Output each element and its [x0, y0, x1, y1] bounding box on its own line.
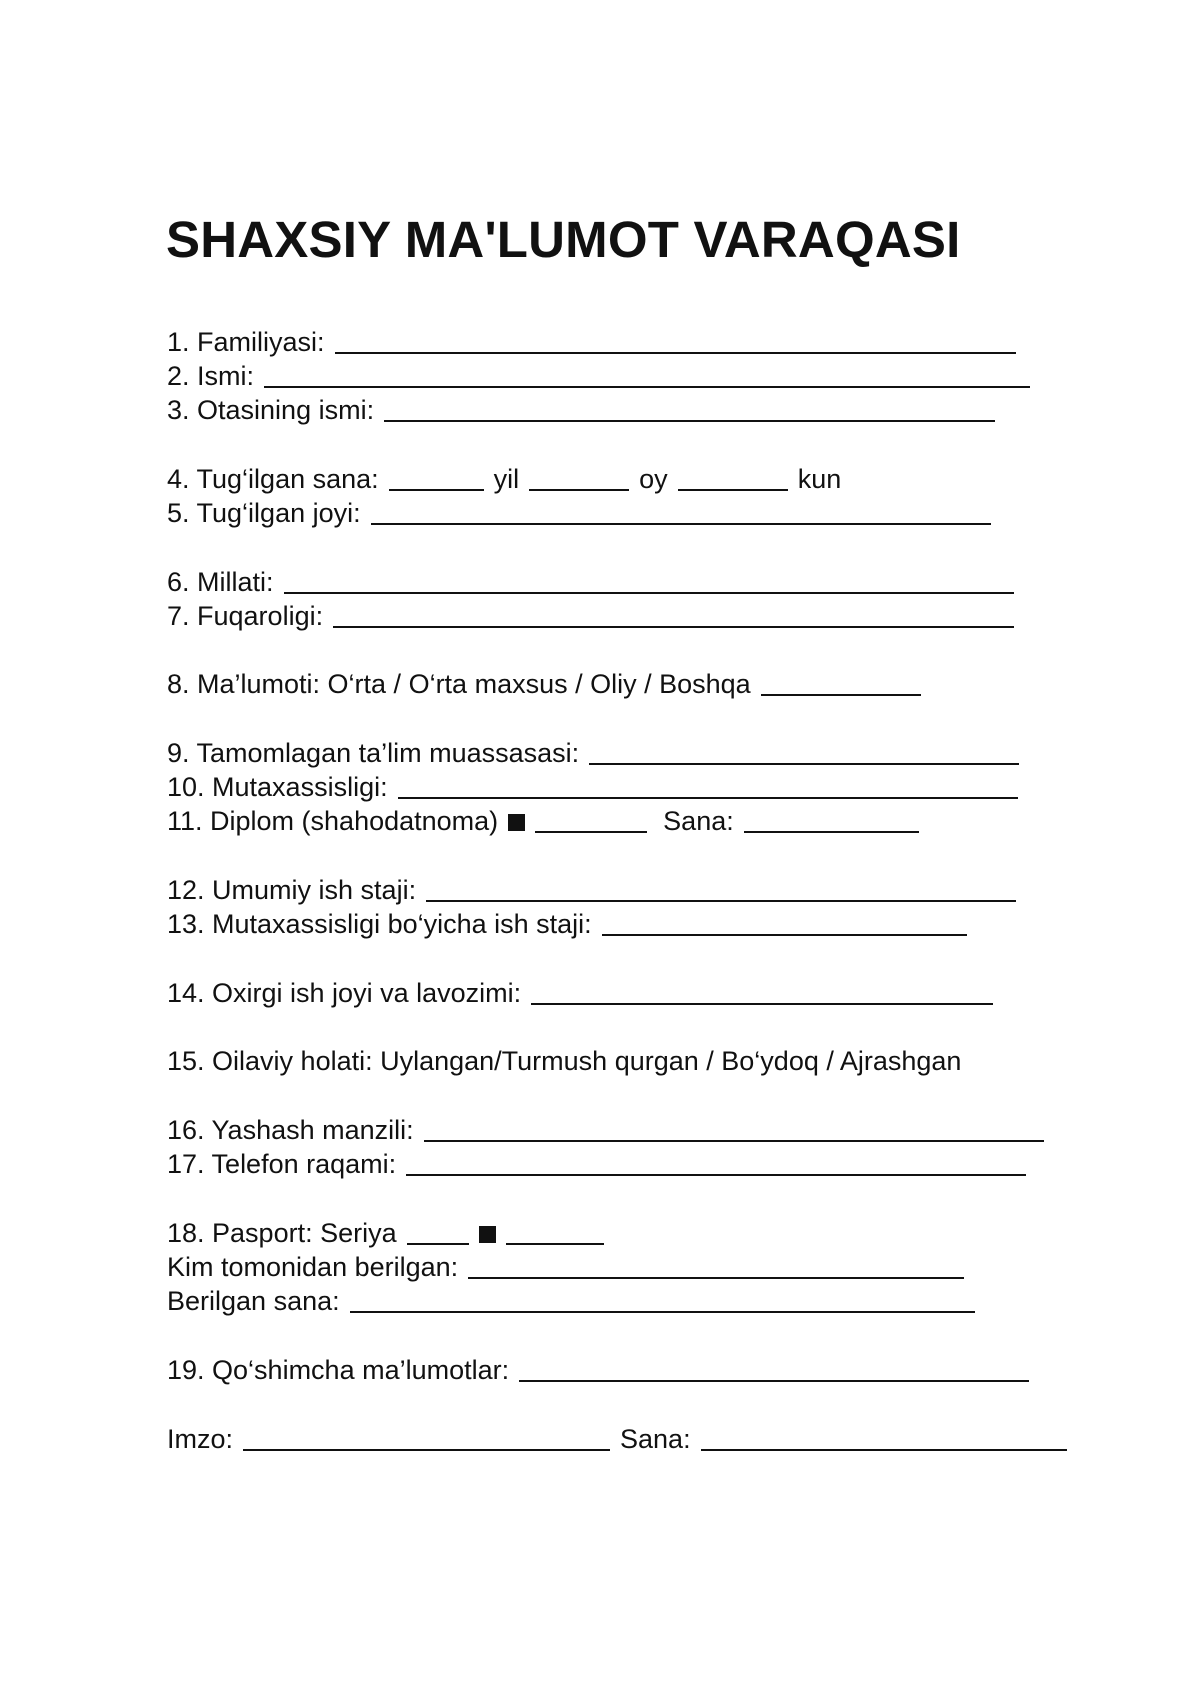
number-sign-icon — [508, 814, 525, 831]
diplom-sana-label: Sana: — [663, 806, 734, 836]
field-label: Berilgan sana: — [167, 1286, 340, 1316]
yashash-manzili-blank[interactable] — [424, 1114, 1044, 1142]
field-label: 17. Telefon raqami: — [167, 1149, 397, 1179]
otasining-ismi-blank[interactable] — [384, 394, 995, 422]
field-label: 4. Tug‘ilgan sana: — [167, 464, 379, 494]
field-mutaxassislik-ish-staji — [167, 904, 967, 940]
field-label: 3. Otasining ismi: — [167, 395, 375, 425]
mutaxassislik-ish-staji-blank[interactable] — [602, 908, 967, 936]
field-familiyasi — [167, 322, 1016, 358]
oxirgi-ish-joyi-blank[interactable] — [531, 977, 993, 1005]
field-millati — [167, 562, 1014, 598]
field-label: 8. Ma’lumoti: O‘rta / O‘rta maxsus / Oliy / Boshqa — [167, 669, 751, 699]
field-label: 15. Oilaviy holati: Uylangan/Turmush qurgan / Bo‘ydoq / Ajrashgan — [167, 1046, 962, 1076]
pasport-seriya-blank[interactable] — [407, 1217, 469, 1245]
field-label: 19. Qo‘shimcha ma’lumotlar: — [167, 1355, 510, 1385]
fuqaroligi-blank[interactable] — [333, 600, 1014, 628]
field-umumiy-ish-staji — [167, 870, 1016, 906]
number-sign-icon — [479, 1226, 496, 1243]
field-imzo — [167, 1419, 1067, 1455]
field-mutaxassisligi — [167, 767, 1018, 803]
field-label: 5. Tug‘ilgan joyi: — [167, 498, 361, 528]
telefon-raqami-blank[interactable] — [406, 1148, 1026, 1176]
field-oxirgi-ish-joyi — [167, 973, 993, 1009]
field-talim-muassasasi — [167, 733, 1019, 769]
talim-muassasasi-blank[interactable] — [589, 737, 1019, 765]
field-malumoti — [167, 664, 921, 700]
boshqa-blank[interactable] — [761, 668, 921, 696]
field-label: 12. Umumiy ish staji: — [167, 875, 417, 905]
yil-label: yil — [493, 464, 520, 494]
umumiy-ish-staji-blank[interactable] — [426, 874, 1016, 902]
field-pasport — [167, 1213, 604, 1249]
kun-label: kun — [797, 464, 842, 494]
millati-blank[interactable] — [284, 566, 1014, 594]
ismi-blank[interactable] — [264, 360, 1030, 388]
familiyasi-blank[interactable] — [335, 326, 1016, 354]
kim-tomonidan-blank[interactable] — [468, 1251, 964, 1279]
field-label: 13. Mutaxassisligi bo‘yicha ish staji: — [167, 909, 592, 939]
field-diplom — [167, 801, 919, 837]
berilgan-sana-blank[interactable] — [350, 1285, 975, 1313]
imzo-label: Imzo: — [167, 1424, 234, 1454]
page-title: SHAXSIY MA'LUMOT VARAQASI — [166, 211, 961, 268]
imzo-sana-label: Sana: — [620, 1424, 691, 1454]
field-telefon-raqami — [167, 1144, 1026, 1180]
field-tugilgan-sana — [167, 459, 841, 495]
field-ismi — [167, 356, 1030, 392]
field-label: 11. Diplom (shahodatnoma) — [167, 806, 499, 836]
field-label: 10. Mutaxassisligi: — [167, 772, 388, 802]
diplom-number-blank[interactable] — [535, 805, 647, 833]
month-blank[interactable] — [529, 463, 629, 491]
field-label: 16. Yashash manzili: — [167, 1115, 414, 1145]
tugilgan-joyi-blank[interactable] — [371, 497, 991, 525]
mutaxassisligi-blank[interactable] — [398, 771, 1018, 799]
field-oilaviy-holati — [167, 1041, 961, 1077]
field-label: 18. Pasport: Seriya — [167, 1218, 397, 1248]
field-label: 6. Millati: — [167, 567, 274, 597]
field-qoshimcha — [167, 1350, 1029, 1386]
pasport-number-blank[interactable] — [506, 1217, 604, 1245]
field-label: Kim tomonidan berilgan: — [167, 1252, 459, 1282]
oy-label: oy — [639, 464, 668, 494]
field-label: 14. Oxirgi ish joyi va lavozimi: — [167, 978, 522, 1008]
field-kim-tomonidan — [167, 1247, 964, 1283]
diplom-sana-blank[interactable] — [744, 805, 919, 833]
field-otasining-ismi — [167, 390, 995, 426]
field-label: 2. Ismi: — [167, 361, 255, 391]
field-berilgan-sana — [167, 1281, 975, 1317]
field-label: 1. Familiyasi: — [167, 327, 325, 357]
field-fuqaroligi — [167, 596, 1014, 632]
qoshimcha-blank[interactable] — [519, 1354, 1029, 1382]
imzo-blank[interactable] — [243, 1423, 610, 1451]
field-yashash-manzili — [167, 1110, 1044, 1146]
imzo-sana-blank[interactable] — [701, 1423, 1067, 1451]
year-blank[interactable] — [389, 463, 484, 491]
field-tugilgan-joyi — [167, 493, 991, 529]
field-label: 9. Tamomlagan ta’lim muassasasi: — [167, 738, 580, 768]
field-label: 7. Fuqaroligi: — [167, 601, 324, 631]
day-blank[interactable] — [678, 463, 788, 491]
